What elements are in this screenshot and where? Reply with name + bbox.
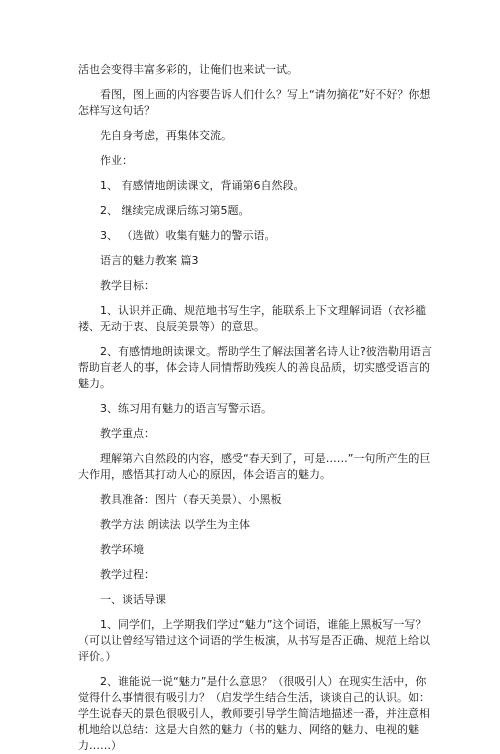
- paragraph-intro-end: 活也会变得丰富多彩的，让俺们也来试一试。: [78, 63, 298, 76]
- heading-homework: 作业：: [100, 154, 133, 167]
- objective-1: 1、认识并正确、规范地书写生字，能联系上下文理解词语（衣衫褴褛、无动于衷、良辰美景等）的意思。: [78, 304, 426, 333]
- objective-3: 3、练习用有魅力的语言写警示语。: [100, 402, 272, 415]
- teaching-methods: 教学方法 朗读法 以学生为主体: [100, 518, 250, 531]
- process-step-1-q1: 1、同学们，上学期我们学过“魅力”这个词语，谁能上黑板写一写？（可以让曾经写错过这个词语的学生板演，从书写是否正确、规范上给以评价。）: [78, 618, 430, 663]
- homework-item-2: 2、 继续完成课后练习第5题。: [100, 204, 250, 217]
- section-title: 语言的魅力教案 篇3: [100, 254, 199, 267]
- paragraph-look-at-picture: 看图，图上画的内容要告诉人们什么？写上“请勿摘花”好不好？你想怎样写这句话？: [78, 88, 431, 117]
- key-points-text: 理解第六自然段的内容，感受“春天到了，可是……”一句所产生的巨大作用，感悟其打动人心的原因，体会语言的魅力。: [78, 452, 431, 481]
- homework-item-3: 3、 （选做）收集有魅力的警示语。: [100, 229, 276, 242]
- objective-2: 2、有感情地朗读课文。帮助学生了解法国著名诗人让?彼浩勒用语言帮助盲老人的事，体会诗人同情帮助残疾人的善良品质，切实感受语言的魅力。: [78, 345, 432, 390]
- heading-key-points: 教学重点：: [100, 427, 155, 440]
- document-page: [78, 62, 436, 754]
- heading-objectives: 教学目标：: [100, 279, 155, 292]
- heading-process: 教学过程：: [100, 568, 155, 581]
- teaching-aids: 教具准备：图片（春天美景）、小黑板: [100, 493, 282, 506]
- teaching-environment: 教学环境: [100, 543, 144, 556]
- homework-item-1: 1、 有感情地朗读课文，背诵第6自然段。: [100, 179, 305, 192]
- process-step-1-title: 一、谈话导课: [100, 593, 166, 606]
- process-step-1-q2: 2、谁能说一说“魅力”是什么意思？（很吸引人）在现实生活中，你觉得什么事情很有吸引力？（启发学生结合生活，谈谈自己的认识。如：学生说春天的景色很吸引人，教师要引导学生简洁地描述一番，并注意相机地给以总结：这是大自然的魅力（书的魅力、网络的魅力、电视的魅力……）: [78, 675, 430, 752]
- paragraph-think-first: 先自身考虑，再集体交流。: [100, 129, 232, 142]
